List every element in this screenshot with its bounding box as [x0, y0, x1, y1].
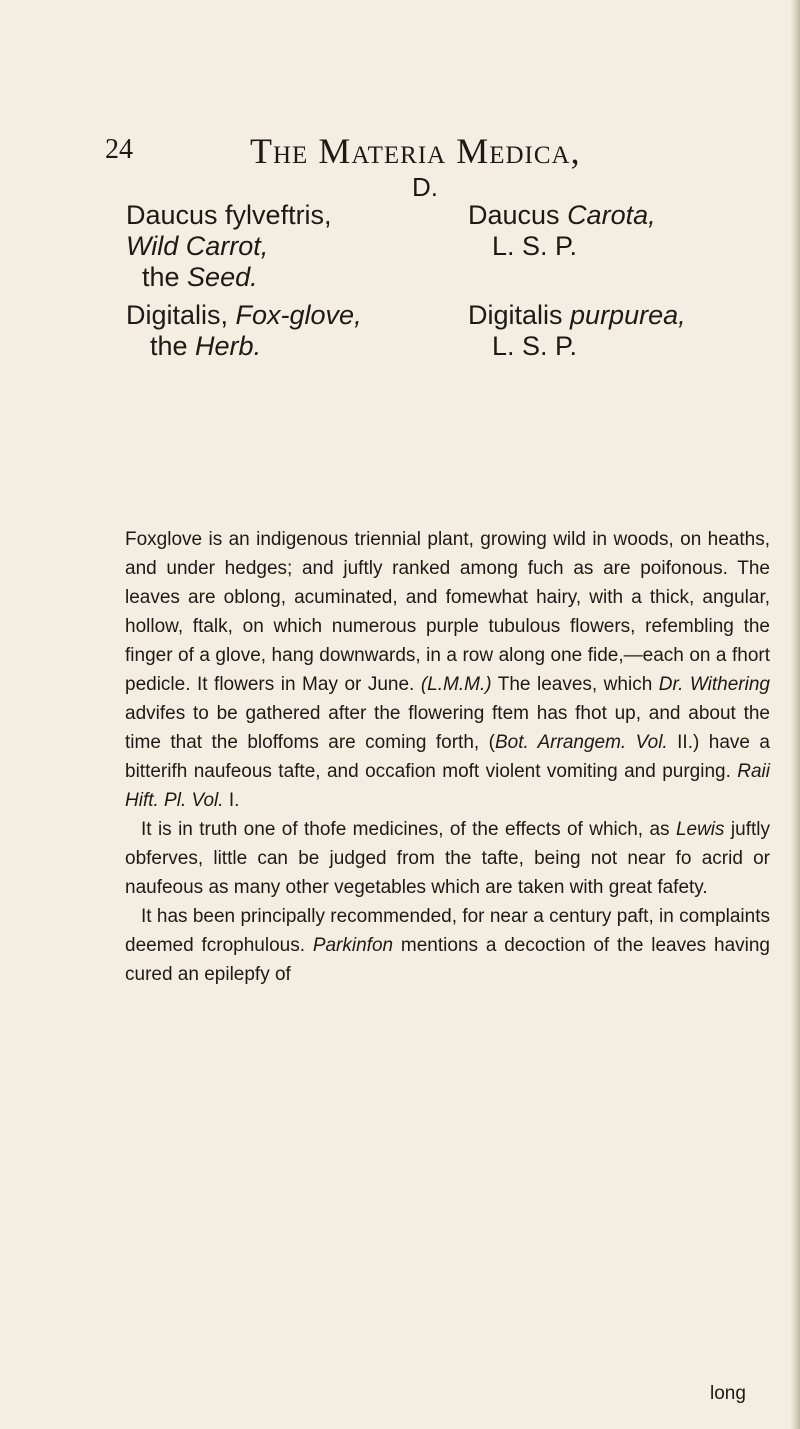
entry-line: L. S. P. [492, 331, 578, 361]
entry-line: the Seed. [142, 262, 258, 292]
running-title: The Materia Medica, [250, 131, 581, 171]
page-edge-shadow [790, 0, 800, 1429]
paragraph: Foxglove is an indigenous triennial plant, growing wild in woods, on heaths, and under hedges; and juftly ranked among fuch as are poifonous. The leaves are oblong, acuminated, and fomewhat hairy, with a thick, angular, hollow, ftalk, on which numerous purple tubulous flowers, refembling the finger of a glove, hang downwards, in a row along one fide,—each on a fhort pedicle. It flowers in May or June. (L.M.M.) The leaves, which Dr. Withering advifes to be gathered after the flowering ftem has fhot up, and about the time that the bloffoms are coming forth, (Bot. Arrangem. Vol. II.) have a bitterifh naufeous tafte, and occafion moft violent vomiting and purging. Raii Hift. Pl. Vol. I. [125, 529, 770, 811]
section-letter: D. [412, 172, 438, 202]
body-text [125, 525, 770, 989]
entry-line: Digitalis, Fox-glove, [126, 300, 362, 330]
entry-line: Daucus Carota, [468, 200, 656, 230]
running-head [105, 130, 705, 174]
entry-line: Wild Carrot, [126, 231, 269, 261]
entry-line: Daucus fylveftris, [126, 200, 332, 230]
entry-line: the Herb. [150, 331, 262, 361]
page-number: 24 [105, 134, 133, 165]
entry-digitalis-linnaean-name [468, 300, 686, 362]
entry-daucus-linnaean-name [468, 200, 656, 262]
entry-line: Digitalis purpurea, [468, 300, 686, 330]
paragraph: It has been principally recommended, for near a century paft, in complaints deemed fcrophulous. Parkinfon mentions a decoction of the leaves having cured an epilepfy of [125, 906, 770, 985]
paragraph: It is in truth one of thofe medicines, of the effects of which, as Lewis juftly obferves, little can be judged from the tafte, being not near fo acrid or naufeous as many other vegetables which are taken with great fafety. [125, 819, 770, 898]
entry-daucus-common-name [126, 200, 332, 293]
entry-digitalis-common-name [126, 300, 362, 362]
entry-line: L. S. P. [492, 231, 578, 261]
catchword: long [710, 1383, 746, 1404]
